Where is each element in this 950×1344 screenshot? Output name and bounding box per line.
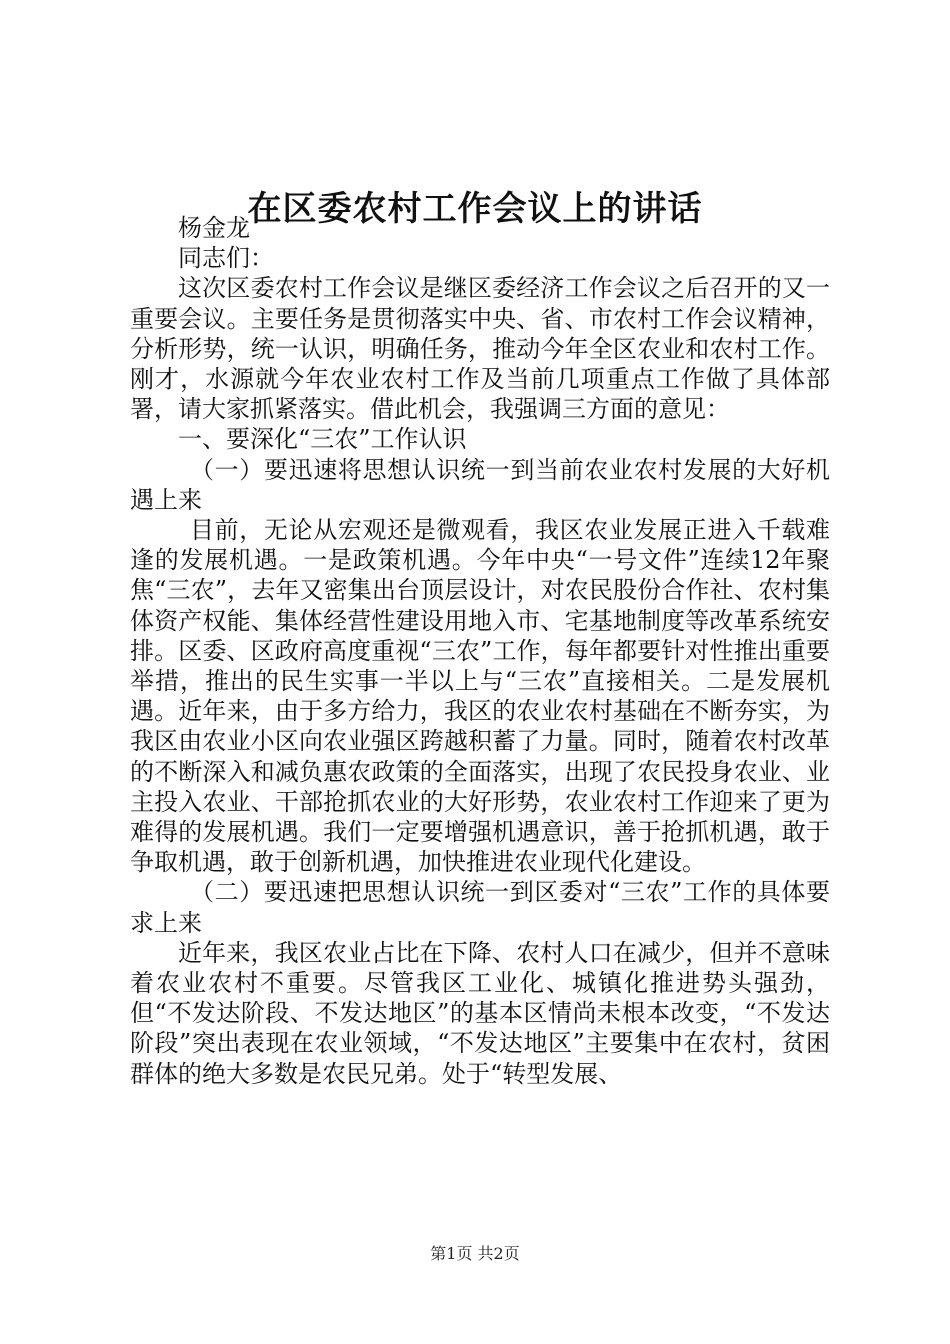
paragraph: 目前，无论从宏观还是微观看，我区农业发展正进入千载难逢的发展机遇。一是政策机遇。今年中央“一号文件”连续12年聚焦“三农”，去年又密集出台顶层设计，对农民股份合作社、农村集体资产权能、集体经营性建设用地入市、宅基地制度等改革系统安排。区委、区政府高度重视“三农”工作，每年都要针对性推出重要举措，推出的民生实事一半以上与“三农”直接相关。二是发展机遇。近年来，由于多方给力，我区的农业农村基础在不断夯实，为我区由农业小区向农业强区跨越积蓄了力量。同时，随着农村改革的不断深入和减负惠农政策的全面落实，出现了农民投身农业、业主投入农业、干部抢抓农业的大好形势，农业农村工作迎来了更为难得的发展机遇。我们一定要增强机遇意识，善于抢抓机遇，敢于争取机遇，敢于创新机遇，加快推进农业现代化建设。	[130, 516, 830, 877]
document-title: 在区委农村工作会议上的讲话	[247, 189, 703, 229]
section-heading: 一、要深化“三农”工作认识	[178, 425, 467, 454]
subsection-heading: （二）要迅速把思想认识统一到区委对“三农”工作的具体要求上来	[130, 878, 830, 937]
document-body	[130, 213, 830, 1089]
page-footer: 第1页 共2页	[430, 1244, 520, 1263]
paragraph: 近年来，我区农业占比在下降、农村人口在减少，但并不意味着农业农村不重要。尽管我区工业化、城镇化推进势头强劲，但“不发达阶段、不发达地区”的基本区情尚未根本改变，“不发达阶段”突出表现在农业领域，“不发达地区”主要集中在农村，贫困群体的绝大多数是农民兄弟。处于“转型发展、	[130, 938, 830, 1088]
paragraph: 这次区委农村工作会议是继区委经济工作会议之后召开的又一重要会议。主要任务是贯彻落实中央、省、市农村工作会议精神，分析形势，统一认识，明确任务，推动今年全区农业和农村工作。刚才，水源就今年农业农村工作及当前几项重点工作做了具体部署，请大家抓紧落实。借此机会，我强调三方面的意见：	[130, 274, 830, 424]
greeting: 同志们：	[178, 244, 274, 273]
subsection-heading: （一）要迅速将思想认识统一到当前农业农村发展的大好机遇上来	[130, 455, 830, 514]
author-name: 杨金龙	[178, 214, 250, 242]
